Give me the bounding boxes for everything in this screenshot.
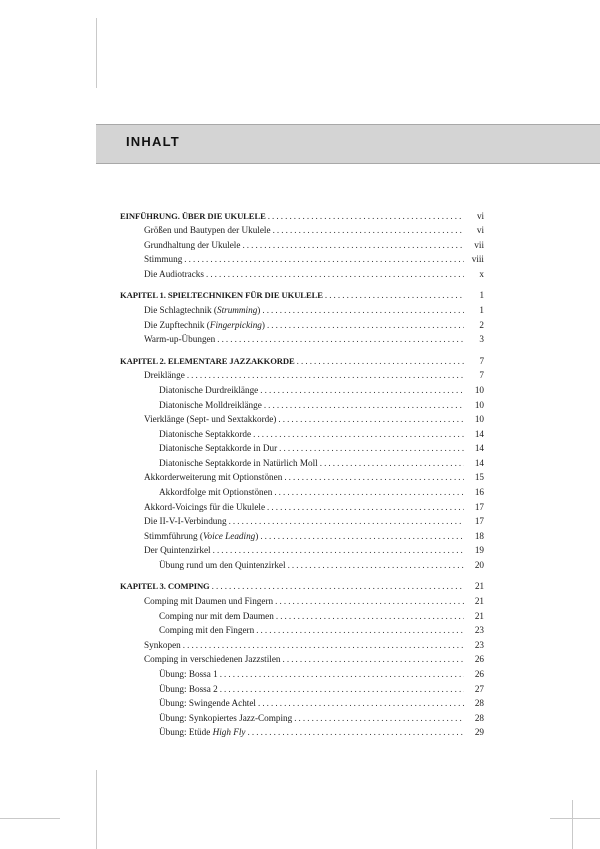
toc-page-number: 28 — [474, 698, 484, 709]
dot-leader — [276, 610, 464, 622]
toc-entry-title — [159, 559, 288, 571]
dot-leader — [260, 384, 464, 396]
toc-entry-title-text: Comping nur mit dem Daumen — [159, 610, 274, 621]
toc-entry[interactable] — [120, 367, 484, 382]
toc-entry-title-text: KAPITEL 2. ELEMENTARE JAZZAKKORDE — [120, 355, 295, 366]
toc-page-number: 21 — [474, 596, 484, 607]
dot-leader — [274, 486, 464, 498]
dot-leader — [284, 471, 464, 483]
toc-entry-title-italic: High Fly — [212, 727, 246, 738]
dot-leader — [260, 530, 464, 542]
toc-entry-title — [144, 501, 267, 513]
crop-mark — [550, 818, 600, 819]
dot-leader — [220, 668, 464, 680]
dot-leader — [283, 653, 465, 665]
toc-page-number: x — [479, 268, 484, 279]
toc-entry[interactable] — [120, 331, 484, 346]
toc-entry[interactable] — [120, 695, 484, 710]
toc-page-number: 10 — [474, 399, 484, 410]
toc-page-number: 18 — [474, 530, 484, 541]
toc-entry-title-text: Der Quintenzirkel — [144, 545, 211, 556]
toc-entry-title — [159, 428, 253, 440]
toc-entry-title-text: Übung rund um den Quintenzirkel — [159, 559, 286, 570]
toc-page-number: 26 — [474, 654, 484, 665]
toc-page-number: 1 — [479, 290, 484, 301]
toc-entry-title-text: KAPITEL 1. SPIELTECHNIKEN FÜR DIE UKULELE — [120, 290, 323, 301]
toc-entry-title — [159, 610, 276, 622]
toc-entry-title — [159, 442, 279, 454]
toc-entry[interactable] — [120, 527, 484, 542]
dot-leader — [206, 268, 464, 280]
toc-page-number: viii — [471, 254, 484, 265]
toc-entry[interactable] — [120, 454, 484, 469]
toc-page-number: 17 — [474, 501, 484, 512]
toc-entry-title-text: Übung: Bossa 1 — [159, 668, 218, 679]
toc-page-number: vi — [477, 210, 484, 221]
toc-page-number: 7 — [479, 370, 484, 381]
toc-entry[interactable] — [120, 651, 484, 666]
toc-chapter-entry[interactable] — [120, 207, 484, 222]
toc-entry-title — [144, 239, 242, 251]
toc-entry-title — [144, 413, 278, 425]
dot-leader — [294, 712, 464, 724]
dot-leader — [258, 697, 464, 709]
dot-leader — [264, 399, 464, 411]
dot-leader — [275, 595, 464, 607]
toc-entry[interactable] — [120, 483, 484, 498]
toc-entry-title — [159, 726, 248, 738]
toc-entry-title — [159, 668, 220, 680]
dot-leader — [256, 624, 464, 636]
toc-entry-title-suffix: ) — [261, 319, 265, 330]
dot-leader — [320, 457, 464, 469]
toc-chapter-entry[interactable] — [120, 578, 484, 593]
toc-entry-title-text: Die II-V-I-Verbindung — [144, 516, 227, 527]
toc-entry-title — [144, 224, 273, 236]
toc-entry-title — [144, 304, 262, 316]
toc-entry-title — [159, 486, 274, 498]
dot-leader — [217, 333, 464, 345]
toc-entry-title-text: Übung: Swingende Achtel — [159, 698, 256, 709]
toc-entry[interactable] — [120, 592, 484, 607]
toc-entry[interactable] — [120, 265, 484, 280]
dot-leader — [253, 428, 464, 440]
toc-entry-title-text: Dreiklänge — [144, 370, 185, 381]
toc-entry-title — [144, 595, 275, 607]
toc-page-number: 15 — [474, 472, 484, 483]
toc-page-number: 10 — [474, 384, 484, 395]
toc-entry-title-text: Warm-up-Übungen — [144, 334, 216, 345]
toc-page-number: 29 — [474, 727, 484, 738]
toc-entry-title — [144, 639, 183, 651]
toc-entry-title-text: Größen und Bautypen der Ukulele — [144, 225, 271, 236]
toc-entry-title — [144, 530, 260, 542]
toc-page-number: 21 — [474, 610, 484, 621]
toc-entry[interactable] — [120, 498, 484, 513]
dot-leader — [279, 442, 464, 454]
dot-leader — [212, 580, 464, 592]
toc-entry-title — [144, 253, 184, 265]
toc-entry-title — [159, 697, 258, 709]
toc-entry[interactable] — [120, 236, 484, 251]
toc-entry-title-text: Diatonische Septakkorde — [159, 428, 252, 439]
toc-entry-title-italic: Fingerpicking — [209, 319, 262, 330]
dot-leader — [183, 639, 464, 651]
toc-entry-title — [120, 355, 297, 367]
toc-entry[interactable] — [120, 622, 484, 637]
dot-leader — [213, 544, 464, 556]
toc-entry[interactable] — [120, 513, 484, 528]
dot-leader — [325, 289, 464, 301]
toc-entry-title — [144, 319, 267, 331]
toc-entry-title — [144, 369, 187, 381]
toc-entry-title — [159, 384, 260, 396]
toc-entry-title-text: Übung: Etüde — [159, 727, 213, 738]
toc-entry-title-text: Stimmführung ( — [144, 530, 203, 541]
toc-entry-title-italic: Strumming — [216, 305, 258, 316]
toc-page-number: 14 — [474, 443, 484, 454]
dot-leader — [268, 210, 464, 222]
dot-leader — [242, 239, 464, 251]
toc-entry-title-text: Synkopen — [144, 639, 181, 650]
toc-entry-title — [159, 712, 294, 724]
toc-page-number: 1 — [479, 305, 484, 316]
toc-entry-title-text: Stimmung — [144, 254, 183, 265]
dot-leader — [187, 369, 464, 381]
toc-page-number: 3 — [479, 334, 484, 345]
dot-leader — [288, 559, 464, 571]
toc-entry-title — [159, 457, 320, 469]
toc-page-number: 23 — [474, 639, 484, 650]
toc-page-number: 7 — [479, 355, 484, 366]
toc-entry-title-text: Akkordfolge mit Optionstönen — [159, 486, 273, 497]
toc-entry-title-text: Übung: Synkopiertes Jazz-Comping — [159, 712, 293, 723]
toc-page-number: 27 — [474, 683, 484, 694]
toc-entry[interactable] — [120, 607, 484, 622]
toc-entry-title-text: Vierklänge (Sept- und Sextakkorde) — [144, 414, 277, 425]
toc-entry[interactable] — [120, 469, 484, 484]
toc-entry[interactable] — [120, 440, 484, 455]
toc-page-number: vii — [474, 239, 484, 250]
toc-entry-title-text: Diatonische Durdreiklänge — [159, 384, 259, 395]
crop-mark — [572, 800, 573, 849]
toc-entry-title-text: Diatonische Septakkorde in Dur — [159, 443, 278, 454]
toc-entry-title-text: Akkord-Voicings für die Ukulele — [144, 501, 266, 512]
toc-entry[interactable] — [120, 222, 484, 237]
dot-leader — [297, 355, 464, 367]
crop-mark — [96, 770, 97, 849]
toc-page-number: 14 — [474, 428, 484, 439]
crop-mark — [0, 818, 60, 819]
dot-leader — [248, 726, 464, 738]
toc-page-number: 20 — [474, 559, 484, 570]
dot-leader — [262, 304, 464, 316]
toc-entry[interactable] — [120, 636, 484, 651]
toc-entry[interactable] — [120, 381, 484, 396]
toc-entry-title-text: KAPITEL 3. COMPING — [120, 581, 210, 592]
toc-page-number: 2 — [479, 319, 484, 330]
toc-entry-title — [144, 333, 217, 345]
toc-page-number: 28 — [474, 712, 484, 723]
toc-entry-title — [159, 399, 264, 411]
toc-entry[interactable] — [120, 709, 484, 724]
toc-entry[interactable] — [120, 396, 484, 411]
toc-entry[interactable] — [120, 425, 484, 440]
toc-entry[interactable] — [120, 665, 484, 680]
toc-page-number: 17 — [474, 516, 484, 527]
toc-entry-title-text: Die Schlagtechnik ( — [144, 305, 217, 316]
toc-entry[interactable] — [120, 301, 484, 316]
toc-entry[interactable] — [120, 724, 484, 739]
toc-page-number: 26 — [474, 668, 484, 679]
toc-entry[interactable] — [120, 316, 484, 331]
toc-page-number: 14 — [474, 457, 484, 468]
crop-mark — [96, 18, 97, 88]
toc-entry-title-text: Diatonische Molldreiklänge — [159, 399, 262, 410]
dot-leader — [184, 253, 464, 265]
toc-entry-title-text: Die Audiotracks — [144, 268, 204, 279]
dot-leader — [273, 224, 464, 236]
toc-entry-title-text: Comping in verschiedenen Jazzstilen — [144, 654, 281, 665]
toc-entry-title-text: Comping mit Daumen und Fingern — [144, 596, 274, 607]
toc-page-number: 10 — [474, 414, 484, 425]
toc-chapter-entry[interactable] — [120, 287, 484, 302]
toc-entry[interactable] — [120, 680, 484, 695]
toc-page-number: 19 — [474, 545, 484, 556]
toc-entry-title — [159, 683, 220, 695]
toc-entry-title — [159, 624, 256, 636]
toc-entry-title-text: EINFÜHRUNG. ÜBER DIE UKULELE — [120, 210, 266, 221]
toc-entry[interactable] — [120, 542, 484, 557]
table-of-contents — [120, 207, 484, 738]
toc-entry-title-text: Akkorderweiterung mit Optionstönen — [144, 472, 283, 483]
toc-entry-title-text: Die Zupftechnik ( — [144, 319, 210, 330]
toc-entry[interactable] — [120, 411, 484, 426]
toc-entry-title — [120, 210, 268, 222]
dot-leader — [267, 501, 464, 513]
toc-page-number: 16 — [474, 486, 484, 497]
toc-entry[interactable] — [120, 556, 484, 571]
toc-entry-title — [144, 515, 229, 527]
toc-page-number: vi — [476, 225, 484, 236]
toc-entry-title — [144, 471, 284, 483]
toc-entry-title-italic: Voice Leading — [202, 530, 256, 541]
toc-page-number: 23 — [474, 625, 484, 636]
toc-entry-title — [120, 580, 212, 592]
toc-entry-title-text: Übung: Bossa 2 — [159, 683, 218, 694]
toc-entry-title — [144, 544, 213, 556]
toc-entry-title — [120, 289, 325, 301]
toc-entry-title-text: Comping mit den Fingern — [159, 625, 255, 636]
toc-entry-title — [144, 268, 206, 280]
toc-chapter-entry[interactable] — [120, 352, 484, 367]
toc-entry-title-text: Diatonische Septakkorde in Natürlich Moll — [159, 457, 318, 468]
toc-entry[interactable] — [120, 251, 484, 266]
toc-entry-title-text: Grundhaltung der Ukulele — [144, 239, 241, 250]
page-title: INHALT — [126, 134, 180, 149]
dot-leader — [229, 515, 464, 527]
toc-page-number: 21 — [475, 581, 484, 592]
dot-leader — [267, 319, 464, 331]
toc-entry-title-suffix: ) — [257, 305, 261, 316]
dot-leader — [278, 413, 464, 425]
toc-entry-title — [144, 653, 283, 665]
dot-leader — [220, 683, 464, 695]
toc-entry-title-suffix: ) — [255, 530, 259, 541]
